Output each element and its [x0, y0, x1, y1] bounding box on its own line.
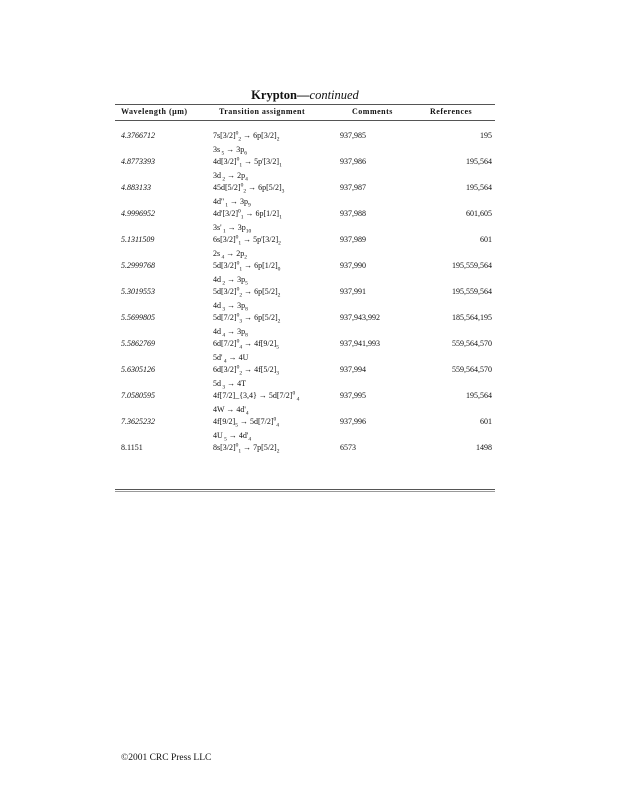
comments-cell: 937,943,992 [340, 313, 380, 322]
comments-cell: 937,985 [340, 131, 366, 140]
table-row [0, 130, 617, 156]
table-row [0, 156, 617, 182]
comments-cell: 937,989 [340, 235, 366, 244]
header-comments: Comments [352, 107, 393, 116]
comments-cell: 937,988 [340, 209, 366, 218]
transition-upper-cell: $4d[3/2]^0_1 \to 5p'[3/2]_1$ [213, 156, 282, 169]
table-row [0, 442, 617, 468]
comments-cell: 937,995 [340, 391, 366, 400]
wavelength-cell: 4.9996952 [121, 209, 155, 218]
table-row [0, 260, 617, 286]
table-row [0, 182, 617, 208]
wavelength-cell: 5.5699805 [121, 313, 155, 322]
wavelength-cell: 5.5862769 [121, 339, 155, 348]
transition-lower-cell: 5d $_3$ → 4T [213, 379, 247, 391]
transition-lower-cell: 4d $_2 \to 3p_5$ [213, 275, 248, 287]
table-row [0, 208, 617, 234]
wavelength-cell: 5.3019553 [121, 287, 155, 296]
references-cell: 195,559,564 [452, 261, 492, 270]
wavelength-cell: 7.0580595 [121, 391, 155, 400]
header-wavelength: Wavelength (µm) [121, 107, 188, 116]
wavelength-cell: 7.3625232 [121, 417, 155, 426]
comments-cell: 937,987 [340, 183, 366, 192]
transition-upper-cell: $5d[3/2]^0_2 \to 6p[5/2]_2$ [213, 286, 281, 299]
transition-lower-cell: 2s $_4 \to 2p_2$ [213, 249, 247, 261]
table-title-main: Krypton— [251, 88, 310, 102]
transition-upper-cell: $8s[3/2]^0_1 \to 7p[5/2]_2$ [213, 442, 280, 455]
wavelength-cell: 8.1151 [121, 443, 143, 452]
references-cell: 195,564 [466, 183, 492, 192]
transition-upper-cell: $6s[3/2]^0_1 \to 5p'[3/2]_2$ [213, 234, 281, 247]
transition-upper-cell: $6d[7/2]^0_4 \to 4f[9/2]_5$ [213, 338, 280, 351]
references-cell: 185,564,195 [452, 313, 492, 322]
transition-lower-cell: $4W \to 4d'_4$ [213, 405, 249, 417]
comments-cell: 937,996 [340, 417, 366, 426]
transition-upper-cell: $5d[7/2]^0_3 \to 6p[5/2]_2$ [213, 312, 281, 325]
table-row [0, 338, 617, 364]
references-cell: 195,564 [466, 157, 492, 166]
bottom-rule [115, 489, 495, 490]
references-cell: 601 [480, 235, 492, 244]
transition-upper-cell: 4f[7/2]_{3,4} → $5d[7/2]^0$ $_4$ [213, 390, 300, 403]
wavelength-cell: 4.3766712 [121, 131, 155, 140]
wavelength-cell: 4.8773393 [121, 157, 155, 166]
wavelength-cell: 4.883133 [121, 183, 151, 192]
header-references: References [430, 107, 473, 116]
table-title-continued: continued [309, 88, 359, 102]
transition-upper-cell: $5d[3/2]^0_1 \to 6p[1/2]_0$ [213, 260, 281, 273]
references-cell: 601 [480, 417, 492, 426]
transition-lower-cell: 3s $_5 \to 3p_6$ [213, 145, 247, 157]
transition-lower-cell: 4d $_4 \to 3p_8$ [213, 327, 248, 339]
header-rule [115, 120, 495, 121]
transition-lower-cell: 3s' $_1 \to 3p_{10}$ [213, 223, 252, 235]
comments-cell: 6573 [340, 443, 356, 452]
comments-cell: 937,990 [340, 261, 366, 270]
table-row [0, 390, 617, 416]
transition-lower-cell: 3d $_2 \to 2p_4$ [213, 171, 248, 183]
wavelength-cell: 5.6305126 [121, 365, 155, 374]
table-row [0, 234, 617, 260]
references-cell: 195,559,564 [452, 287, 492, 296]
transition-upper-cell: $6d[3/2]^0_2 \to 4f[5/2]_3$ [213, 364, 280, 377]
table-title [115, 88, 495, 103]
transition-lower-cell: 4d'' $_1 \to 3p_9$ [213, 197, 251, 209]
comments-cell: 937,994 [340, 365, 366, 374]
references-cell: 195,564 [466, 391, 492, 400]
references-cell: 601,605 [466, 209, 492, 218]
transition-upper-cell: $7s[3/2]^0_2 \to 6p[3/2]_2$ [213, 130, 280, 143]
transition-upper-cell: $4f[9/2]_5 \to 5d[7/2]^0_4$ [213, 416, 280, 429]
transition-lower-cell: 4d $_3 \to 3p_8$ [213, 301, 248, 313]
copyright-footer: ©2001 CRC Press LLC [121, 753, 212, 763]
table-row [0, 312, 617, 338]
top-rule [115, 104, 495, 105]
header-transition: Transition assignment [219, 107, 306, 116]
references-cell: 559,564,570 [452, 339, 492, 348]
references-cell: 195 [480, 131, 492, 140]
transition-upper-cell: $4d'[3/2]^0_1 \to 6p[1/2]_1$ [213, 208, 282, 221]
comments-cell: 937,991 [340, 287, 366, 296]
wavelength-cell: 5.1311509 [121, 235, 155, 244]
table-row [0, 286, 617, 312]
references-cell: 559,564,570 [452, 365, 492, 374]
transition-upper-cell: $45d[5/2]^0_2 \to 6p[5/2]_3$ [213, 182, 285, 195]
transition-lower-cell: 5d' $_4$ → 4U [213, 353, 249, 365]
bottom-rule-double [115, 491, 495, 492]
table-row [0, 416, 617, 442]
table-row [0, 364, 617, 390]
wavelength-cell: 5.2999768 [121, 261, 155, 270]
references-cell: 1498 [476, 443, 492, 452]
transition-lower-cell: 4U $_5 \to 4d'_4$ [213, 431, 252, 443]
comments-cell: 937,986 [340, 157, 366, 166]
comments-cell: 937,941,993 [340, 339, 380, 348]
